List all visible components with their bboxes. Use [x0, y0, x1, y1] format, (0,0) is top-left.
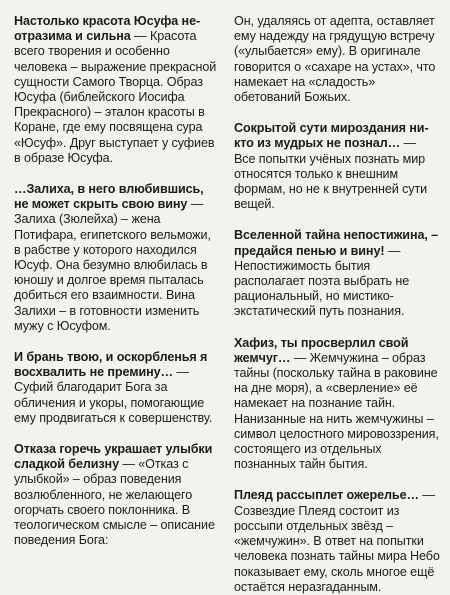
commentary-entry [14, 442, 220, 548]
commentary-entry [14, 350, 220, 426]
right-column [234, 14, 440, 592]
commentary-entry [234, 336, 440, 473]
entry-text: — Залиха (Зюлейха) – жена Потифара, египетского вельможи, в рабстве у которого находился Юсуф. Она безумно влюбилась в юношу и долгое время пыталась добиться его взаимности. Вина Залихи – в готовности изменить мужу с Юсуфом. [14, 197, 211, 333]
entry-heading: Сокрытой сути мироздания никто из мудрых не познал… [234, 121, 429, 151]
continued-text [234, 14, 440, 105]
commentary-entry [14, 14, 220, 166]
entry-heading: Отказа горечь украшает улыбки сладкой белизну [14, 442, 213, 472]
commentary-entry [234, 228, 440, 319]
commentary-entry [234, 121, 440, 212]
entry-heading: …Залиха, в него влюбившись, не может скрыть свою вину [14, 182, 204, 212]
entry-text: — Красота всего творения и особенно человека – выражение прекрасной сущности Самого Творца. Образ Юсуфа (библейского Иосифа Прекрасного) – эталон красоты в Коране, где ему посвящена сура «Юсуф». Друг выступает у суфиев в образе Юсуфа. [14, 29, 217, 165]
entry-heading: Настолько красота Юсуфа неотразима и сильна [14, 14, 201, 44]
entry-text: — «Отказ с улыбкой» – образ поведения возлюбленного, не желающего огорчать своего поклонника. В теологическом смысле – описание поведения Бога: [14, 457, 215, 548]
commentary-entry [14, 182, 220, 334]
entry-heading: Плеяд рассыплет ожерелье… [234, 488, 419, 503]
commentary-entry [234, 488, 440, 594]
entry-text: — Непостижимость бытия располагает поэта выбрать не рациональный, но мистико-экстатический путь познания. [234, 243, 410, 319]
entry-text: — Все попытки учёных познать мир относятся только к внешним формам, но не к внутренней сути вещей. [234, 136, 428, 212]
entry-heading: Хафиз, ты просверлил свой жемчуг… [234, 335, 409, 365]
continued-paragraph: Он, удаляясь от адепта, оставляет ему надежду на грядущую встречу («улыбается» ему). В оригинале говорится о «сахаре на устах», что намекает на «сладость» обетований Божьих. [234, 14, 436, 105]
entry-text: — Суфий благодарит Бога за обличения и укоры, помогающие ему продвигаться к совершенству. [14, 365, 213, 425]
entry-heading: И брань твою, и оскорбленья я восхвалить не премину… [14, 350, 208, 380]
entry-text: — Созвездие Плеяд состоит из россыпи отдельных звёзд – «жемчужин». В ответ на попытки человека познать тайны мира Небо показывает ему, сколь многое ещё остаётся неразгаданным. [234, 488, 440, 594]
entry-text: — Жемчужина – образ тайны (поскольку тайна в раковине на дне моря), а «сверление» её намекает на познание тайн. Нанизанные на нить жемчужины – символ целостного мировоззрения, состоящего из отдельных познанных тайн бытия. [234, 350, 439, 472]
entry-heading: Вселенной тайна непостижина, – предайся пенью и вину! [234, 228, 439, 258]
left-column [14, 14, 222, 592]
